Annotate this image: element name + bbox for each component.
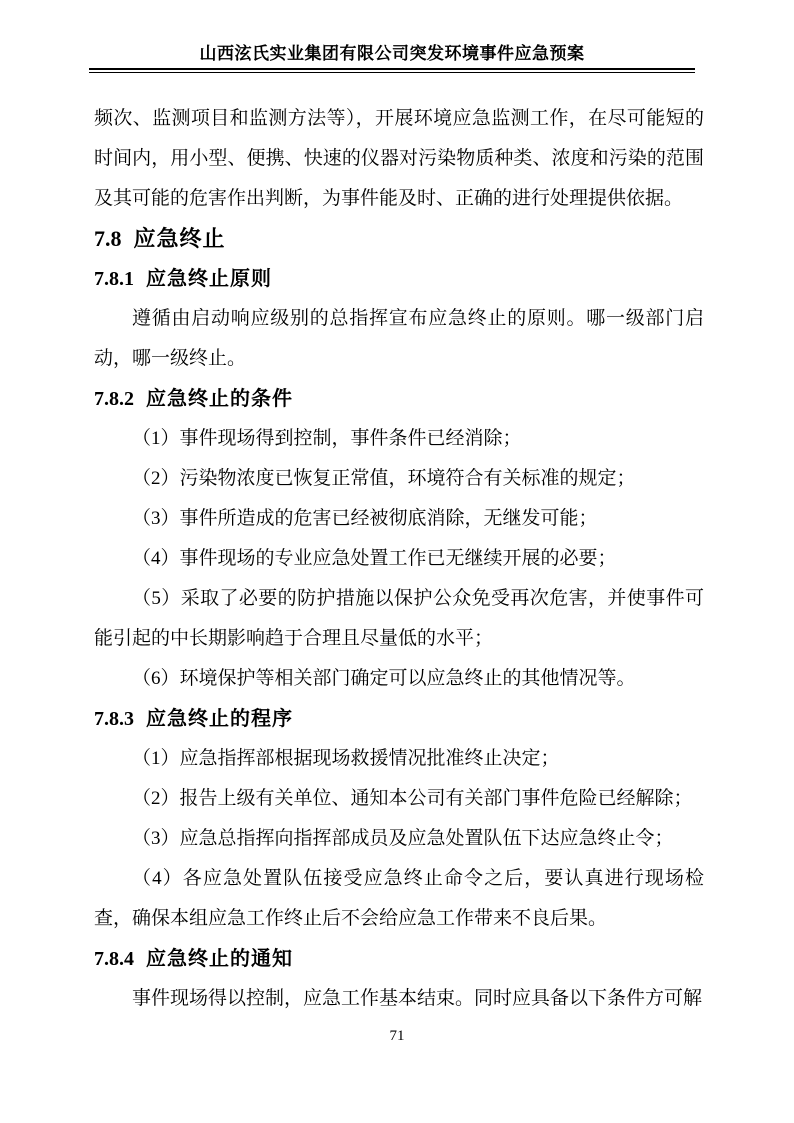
header-rule [89,68,695,73]
list-item: （1）事件现场得到控制，事件条件已经消除； [132,428,522,449]
header-title: 山西泫氏实业集团有限公司突发环境事件应急预案 [199,44,585,63]
list-item: （4）事件现场的专业应急处置工作已无继续开展的必要； [132,548,617,569]
page-number: 71 [389,1028,405,1044]
section-heading-7-8 [94,219,704,259]
list-item: （1）应急指挥部根据现场救援情况批准终止决定； [132,748,560,769]
section-heading-7-8-2 [94,379,704,419]
section-title: 应急终止的条件 [146,388,293,410]
section-number: 7.8.3 [94,708,134,730]
list-item: （3）事件所造成的危害已经被彻底消除，无继发可能； [132,508,598,529]
section-number: 7.8.4 [94,948,134,970]
section-title: 应急终止的通知 [146,948,293,970]
list-item: （4）各应急处置队伍接受应急终止命令之后，要认真进行现场检查，确保本组应急工作终止后不会给应急工作带来不良后果。 [94,868,704,929]
list-item: （2）报告上级有关单位、通知本公司有关部门事件危险已经解除； [132,788,693,809]
section-title: 应急终止原则 [146,268,272,290]
page-header [89,0,695,73]
list-item: （6）环境保护等相关部门确定可以应急终止的其他情况等。 [132,668,636,689]
paragraph-termination-principle: 遵循由启动响应级别的总指挥宣布应急终止的原则。哪一级部门启动，哪一级终止。 [94,308,704,369]
section-title: 应急终止的程序 [146,708,293,730]
paragraph-termination-notice: 事件现场得以控制，应急工作基本结束。同时应具备以下条件方可解 [132,988,703,1009]
list-item: （5）采取了必要的防护措施以保护公众免受再次危害，并使事件可能引起的中长期影响趋于合理且尽量低的水平； [94,588,704,649]
list-item: （3）应急总指挥向指挥部成员及应急处置队伍下达应急终止令； [132,828,674,849]
section-number: 7.8 [94,226,122,251]
section-heading-7-8-4 [94,939,704,979]
page-footer [0,1026,794,1046]
paragraph-monitoring-continuation: 频次、监测项目和监测方法等），开展环境应急监测工作，在尽可能短的时间内，用小型、便携、快速的仪器对污染物质种类、浓度和污染的范围及其可能的危害作出判断，为事件能及时、正确的进行处理提供依据。 [94,108,704,209]
section-heading-7-8-1 [94,259,704,299]
document-content [94,99,704,1019]
section-number: 7.8.2 [94,388,134,410]
section-title: 应急终止 [133,226,226,251]
list-item: （2）污染物浓度已恢复正常值，环境符合有关标准的规定； [132,468,636,489]
section-heading-7-8-3 [94,699,704,739]
section-number: 7.8.1 [94,268,134,290]
